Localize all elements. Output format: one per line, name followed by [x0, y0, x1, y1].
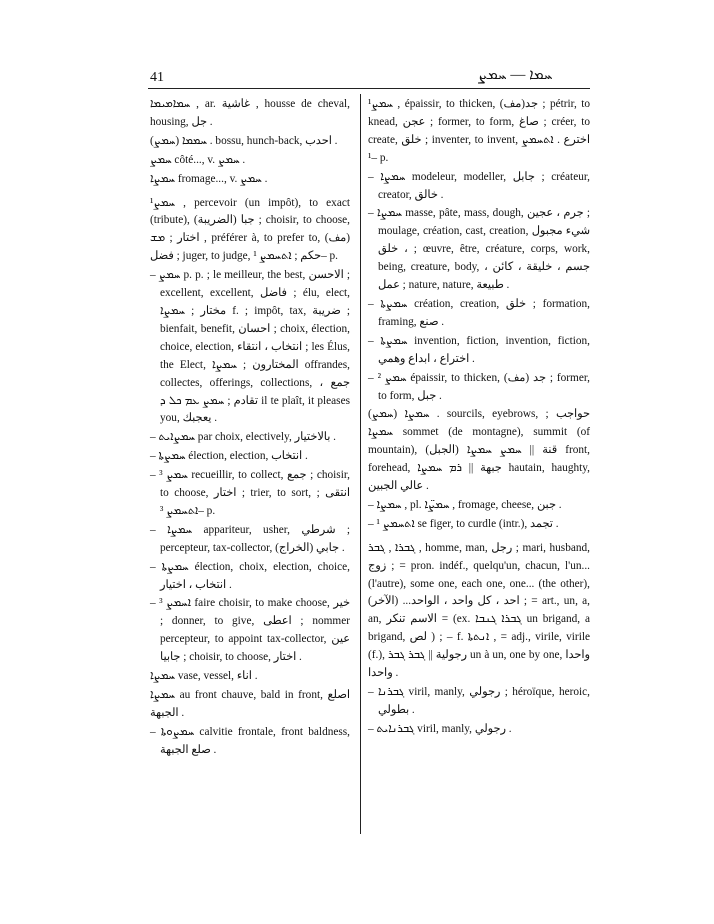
- dictionary-entry: (ܚܡܨ) ܚܡܡܐ . bossu, hunch-back, احدب .: [150, 134, 338, 147]
- dictionary-entry: – ܚܡܨܬܐ élection, choix, election, choice, انتخاب ، اختيار .: [150, 560, 350, 591]
- header-rule: [148, 88, 590, 89]
- dictionary-entry: – ܚܡܨ ³ recueillir, to collect, جمع ; choisir, to choose, اختار ; trier, to sort, انتقى ; ܐܬܚܡܨ ³– p.: [150, 469, 350, 517]
- dictionary-entry: ܚܡܨ côté..., v. ܚܡܨ .: [150, 153, 246, 166]
- page-number: 41: [150, 70, 164, 85]
- dictionary-entry: – ܚܡܨܬܐ invention, fiction, invention, fiction, اختراع ، ابداع وهمي .: [368, 334, 590, 365]
- dictionary-entry: ܚܡܨܐ fromage..., v. ܚܡܨ .: [150, 172, 268, 185]
- dictionary-entry: – ܚܡܨܬܐ création, creation, خلق ; formation, framing, صنع .: [368, 297, 590, 328]
- dictionary-entry: – ܚܡܨܐܝܬ par choix, electively, بالاختيار .: [150, 431, 337, 444]
- dictionary-entry: ¹ܚܡܨ , épaissir, to thicken, (مف)جد ; pétrir, to knead, عجن ; former, to form, صاغ ; créer, to create, خلق ; inventer, to invent, اخترع . ܐܬܚܡܨ ¹– p.: [368, 98, 590, 164]
- dictionary-entry: – ܚܡܨܐ appariteur, usher, شرطي ; percepteur, tax-collector, (الخراج) جابي .: [150, 523, 350, 554]
- dictionary-entry: – ܚܡܨܐ , pl. ܚܡܨ̈ܐ , fromage, cheese, جبن .: [368, 498, 562, 511]
- dictionary-entry: ܚܡܨܐ vase, vessel, اناء .: [150, 670, 258, 683]
- dictionary-entry: ¹ܚܡܨ , percevoir (un impôt), to exact (tribute), (الضريبة) جبا ; choisir, to choose, اختار ; ܡܫ , préférer à, to prefer to, (مف) فضل ; juger, to judge, حكم ; ܐܬܚܡܨ ¹– p.: [150, 196, 350, 263]
- dictionary-entry: – ܓܒܪܢܐܝܬ viril, manly, رجولي .: [368, 722, 512, 735]
- dictionary-entry: ܚܡܐܡܝܡܐ , ar. غاشية , housse de cheval, housing, جل .: [150, 98, 350, 128]
- dictionary-entry: – ܚܡܨܬܐ élection, election, انتخاب .: [150, 450, 308, 463]
- dictionary-entry: – ܐܚܡܨ ³ faire choisir, to make choose, خير ; donner, to give, اعطى ; nommer percepteur, to appoint tax-collector, عين جابيا ; choisir, to choose, اختار .: [150, 597, 350, 664]
- dictionary-entry: – ܓܒܪܢܐ viril, manly, رجولي ; héroïque, heroic, بطولي .: [368, 686, 590, 716]
- dictionary-entry: ܚܡܨܐ au front chauve, bald in front, اصلع الجبهة .: [150, 689, 350, 719]
- dictionary-entry: – ܚܡܨܐ masse, pâte, mass, dough, جرم ، عجين ; moulage, création, cast, creation, شيء مجبول ، خلق ; œuvre, être, créature, corps, work, being, creature, body, جسم ، خليقة ، كائن ، عمل ; nature, nature, طبيعة .: [368, 207, 591, 292]
- right-column: [368, 96, 590, 740]
- dictionary-entry: (ܚܡܨ) ܚܡܨܐ . sourcils, eyebrows, حواجب ; ܚܡܨܐ sommet (de montagne), summit (of mountain), (الجبل) قنة || ܚܡܨ ܚܡܨܐ front, forehead, جبهة || ܪܡ ܚܡܨܐ hautain, haughty, عالي الجبين .: [368, 408, 590, 493]
- dictionary-entry: – ܚܡܨܘܬܐ calvitie frontale, front baldness, صلع الجبهة .: [150, 725, 350, 756]
- column-divider: [360, 94, 361, 834]
- dictionary-entry: – ܚܡܨ p. p. ; le meilleur, the best, الاحسن ; excellent, excellent, فاضل ; élu, elect, مختار ; ܚܡܨܐ f. ; impôt, tax, ضريبة ; bienfait, benefit, احسان ; choix, élection, choice, election, انتخاب ، انتقاء ; les Élus, the Elect, المختارون ; ܚܡܨܐ offrandes, collectes, offerings, collections, جمع ، تقادم ; ܚܡܨ ܥܡ ܟܠ ܕ il te plaît, it pleases you, يعجبك .: [150, 269, 351, 425]
- dictionary-entry: – ܚܡܨ ² épaissir, to thicken, (مف) جد ; former, to form, جبل .: [368, 371, 590, 402]
- dictionary-entry: – ܚܡܨܐ modeleur, modeller, جابل ; créateur, creator, خالق .: [368, 170, 590, 201]
- left-column: [150, 96, 350, 761]
- dictionary-entry: ܓܒܪܐ , ܓܒܪ , homme, man, رجل ; mari, husband, زوج ; = pron. indéf., quelqu'un, chacun, l'un... (l'autre), some one, each one, one... (the other), احد ، كل واحد ، الواحد... (الآخر) ; = art., un, a, an, الاسم تنكر = (ex. ܓܒܪܐ ܓܢܒܐ un brigand, a brigand, لص ) ; – f. ܐܢܬܬܐ , = adj., virile, virile (f.), رجولية || ܓܒܪ ܓܒܪ un à un, one by one, واحدا واحدا .: [368, 541, 590, 680]
- running-head: ܚܡܐ — ܚܡܨ: [478, 67, 553, 83]
- dictionary-entry: – ܐܬܚܡܨ ¹ se figer, to curdle (intr.), تجمد .: [368, 517, 559, 530]
